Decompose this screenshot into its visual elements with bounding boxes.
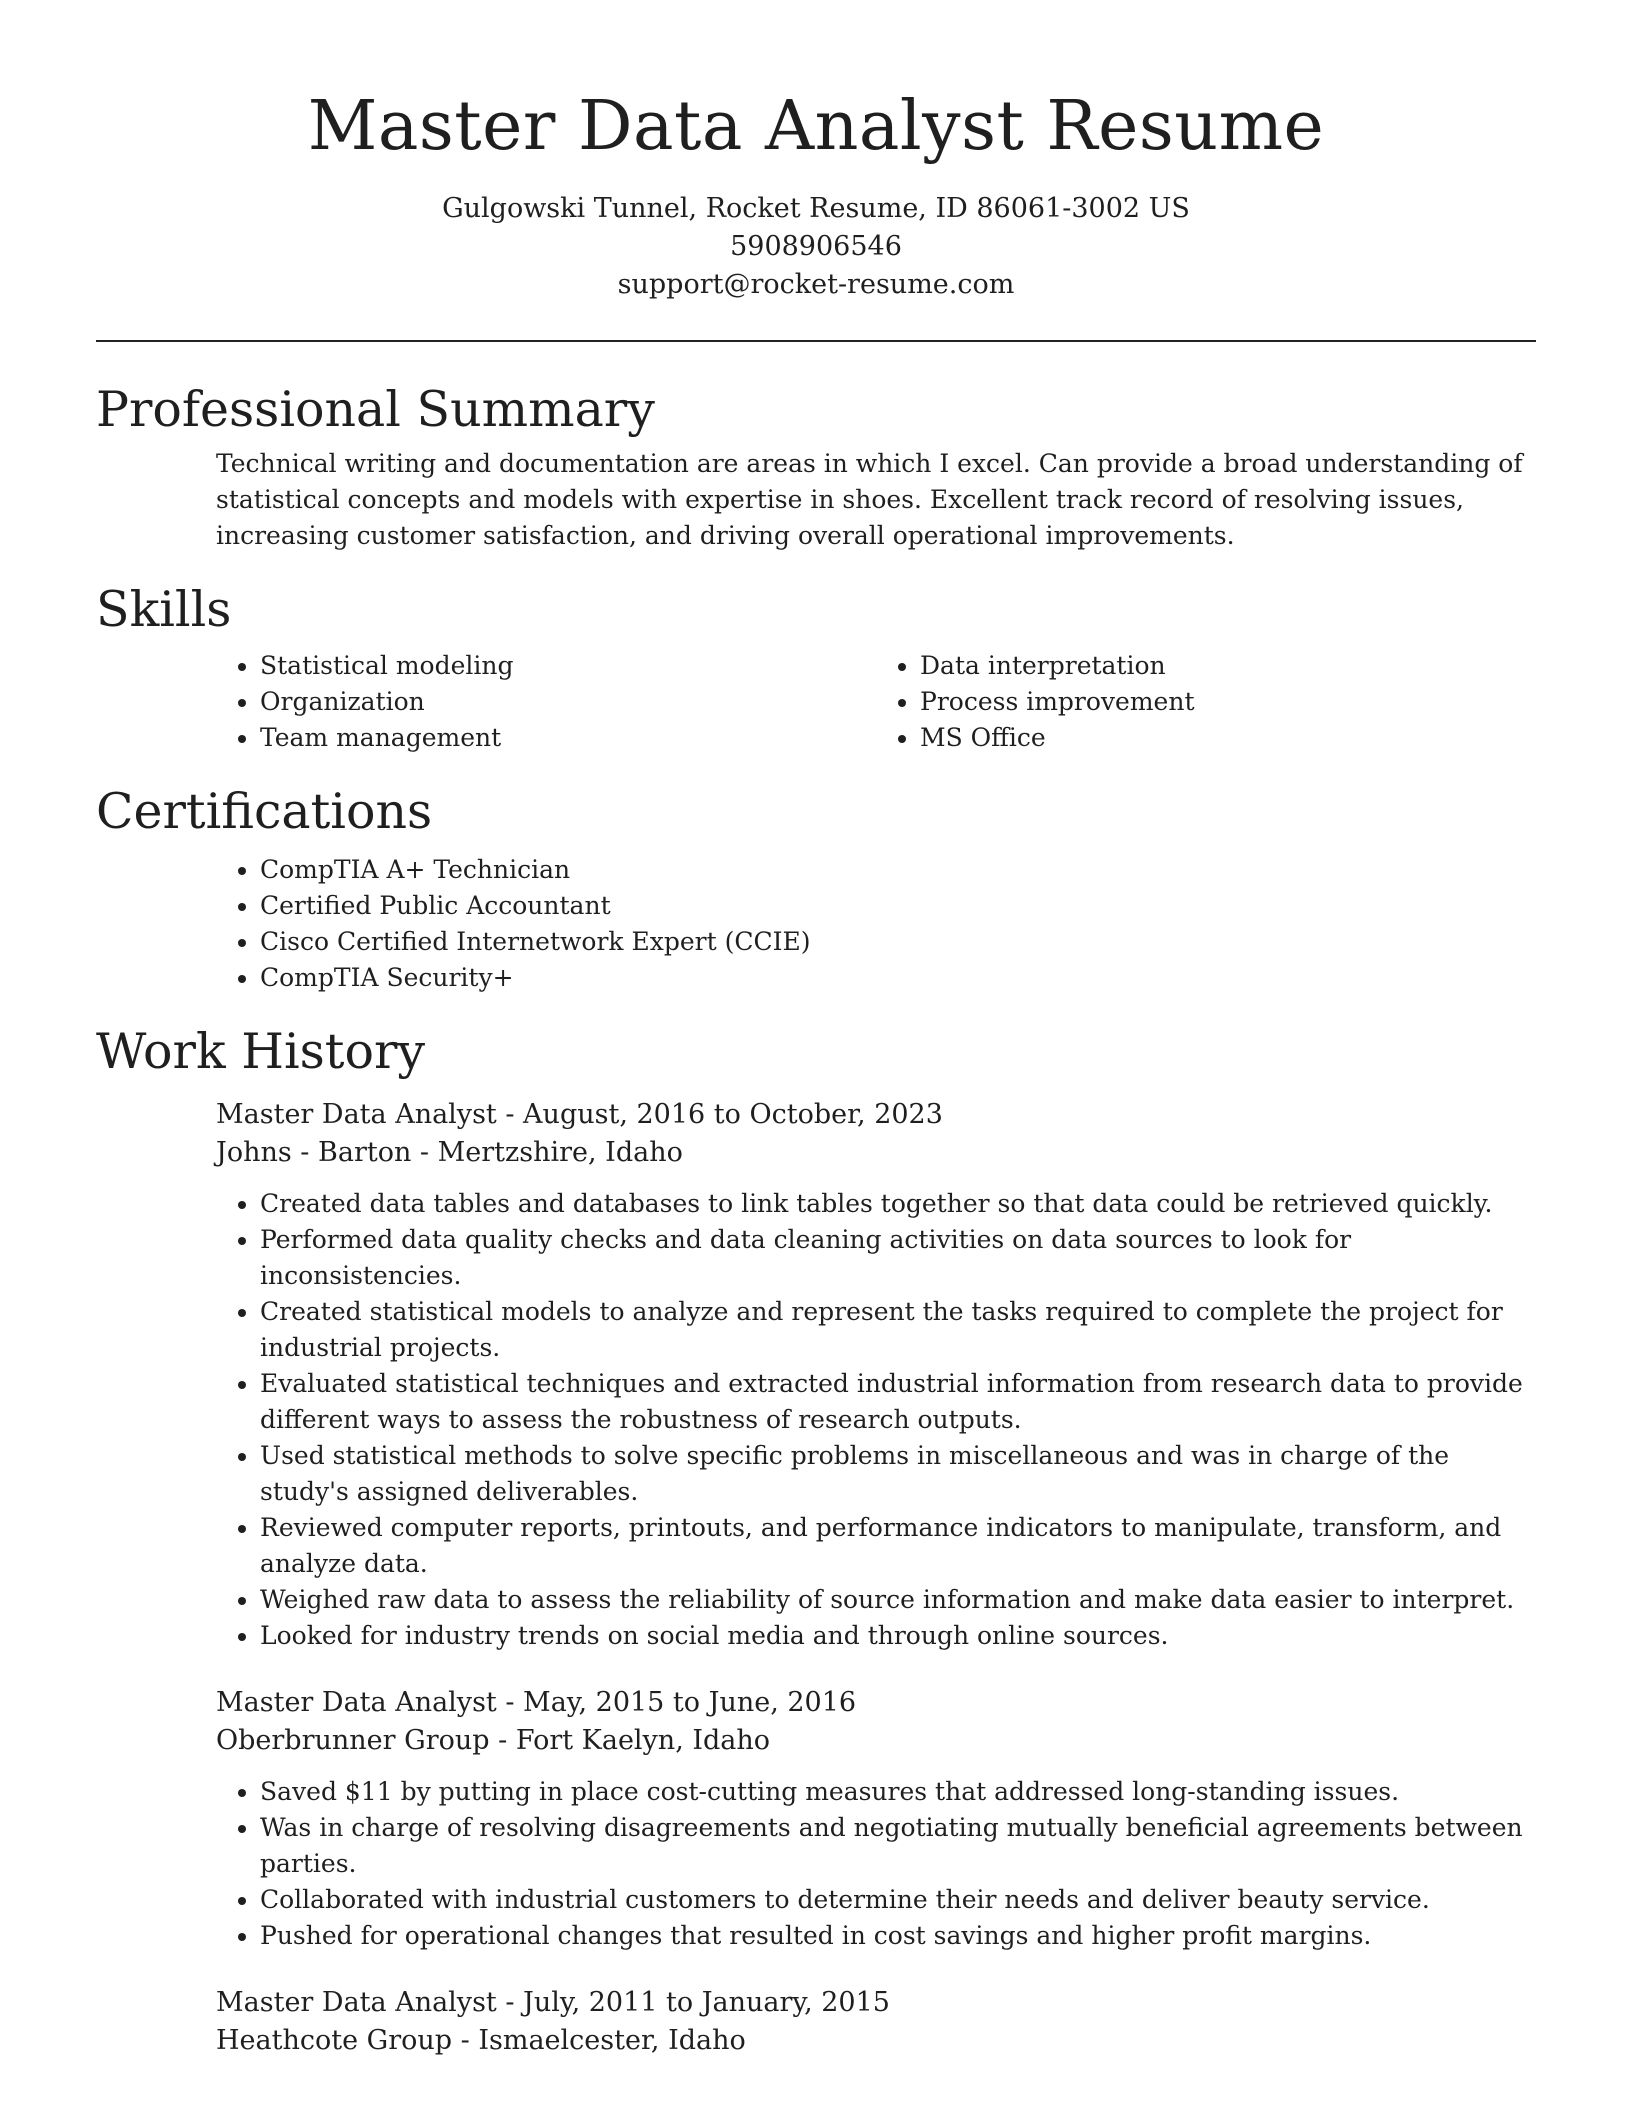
list-item: • Certified Public Accountant xyxy=(260,888,1536,924)
list-item: • Created data tables and databases to link tables together so that data could be retrieved quickly. xyxy=(260,1186,1536,1222)
resume-header xyxy=(96,0,1536,304)
job-title-line: Master Data Analyst - August, 2016 to October, 2023 xyxy=(216,1099,943,1130)
list-item: • Weighed raw data to assess the reliability of source information and make data easier to interpret. xyxy=(260,1582,1536,1618)
job-entry xyxy=(216,1096,1536,1654)
summary-heading: Professional Summary xyxy=(96,381,655,438)
skills-section xyxy=(96,580,1536,756)
certifications-section xyxy=(96,782,1536,996)
certifications-list xyxy=(216,852,1536,996)
resume-title: Master Data Analyst Resume xyxy=(307,87,1325,166)
job-entry xyxy=(216,1684,1536,1954)
job-title-line: Master Data Analyst - July, 2011 to January, 2015 xyxy=(216,1987,890,2018)
skills-grid xyxy=(216,648,1536,756)
certifications-heading: Certifications xyxy=(96,783,433,840)
job-bullets xyxy=(216,1774,1536,1954)
job-company-line: Johns - Barton - Mertzshire, Idaho xyxy=(216,1137,683,1168)
contact-block xyxy=(96,190,1536,304)
list-item: • Process improvement xyxy=(920,684,1536,720)
work-body xyxy=(96,1096,1536,2060)
list-item: • Evaluated statistical techniques and extracted industrial information from research data to provide different ways to assess the robustness of research outputs. xyxy=(260,1366,1536,1438)
list-item: • Pushed for operational changes that resulted in cost savings and higher profit margins. xyxy=(260,1918,1536,1954)
contact-address: Gulgowski Tunnel, Rocket Resume, ID 86061-3002 US xyxy=(442,193,1190,224)
work-section xyxy=(96,1022,1536,2060)
job-bullets xyxy=(216,1186,1536,1654)
summary-body xyxy=(96,446,1536,554)
list-item: • Looked for industry trends on social media and through online sources. xyxy=(260,1618,1536,1654)
certifications-body xyxy=(96,852,1536,996)
list-item: • Data interpretation xyxy=(920,648,1536,684)
list-item: • Team management xyxy=(260,720,876,756)
skills-list-right xyxy=(876,648,1536,756)
list-item: • Used statistical methods to solve specific problems in miscellaneous and was in charge of the study's assigned deliverables. xyxy=(260,1438,1536,1510)
list-item: • Cisco Certified Internetwork Expert (CCIE) xyxy=(260,924,1536,960)
job-company-line: Heathcote Group - Ismaelcester, Idaho xyxy=(216,2025,746,2056)
header-divider xyxy=(96,340,1536,342)
list-item: • Created statistical models to analyze and represent the tasks required to complete the project for industrial projects. xyxy=(260,1294,1536,1366)
job-entry xyxy=(216,1984,1536,2060)
list-item: • Saved $11 by putting in place cost-cutting measures that addressed long-standing issues. xyxy=(260,1774,1536,1810)
job-company-line: Oberbrunner Group - Fort Kaelyn, Idaho xyxy=(216,1725,771,1756)
skills-heading: Skills xyxy=(96,581,232,638)
list-item: • Statistical modeling xyxy=(260,648,876,684)
list-item: • Reviewed computer reports, printouts, and performance indicators to manipulate, transform, and analyze data. xyxy=(260,1510,1536,1582)
resume-page xyxy=(96,0,1536,2060)
skills-list-left xyxy=(216,648,876,756)
list-item: • MS Office xyxy=(920,720,1536,756)
list-item: • CompTIA Security+ xyxy=(260,960,1536,996)
skills-body xyxy=(96,648,1536,756)
list-item: • Collaborated with industrial customers to determine their needs and deliver beauty service. xyxy=(260,1882,1536,1918)
list-item: • Was in charge of resolving disagreements and negotiating mutually beneficial agreements between parties. xyxy=(260,1810,1536,1882)
list-item: • CompTIA A+ Technician xyxy=(260,852,1536,888)
list-item: • Organization xyxy=(260,684,876,720)
summary-text: Technical writing and documentation are areas in which I excel. Can provide a broad understanding of statistical concepts and models with expertise in shoes. Excellent track record of resolving issues, increasing customer satisfaction, and driving overall operational improvements. xyxy=(216,449,1523,550)
contact-email[interactable]: support@rocket-resume.com xyxy=(617,269,1015,300)
job-title-line: Master Data Analyst - May, 2015 to June, 2016 xyxy=(216,1687,857,1718)
work-heading: Work History xyxy=(96,1023,426,1080)
summary-section xyxy=(96,380,1536,554)
contact-phone: 5908906546 xyxy=(730,231,902,262)
list-item: • Performed data quality checks and data cleaning activities on data sources to look for inconsistencies. xyxy=(260,1222,1536,1294)
